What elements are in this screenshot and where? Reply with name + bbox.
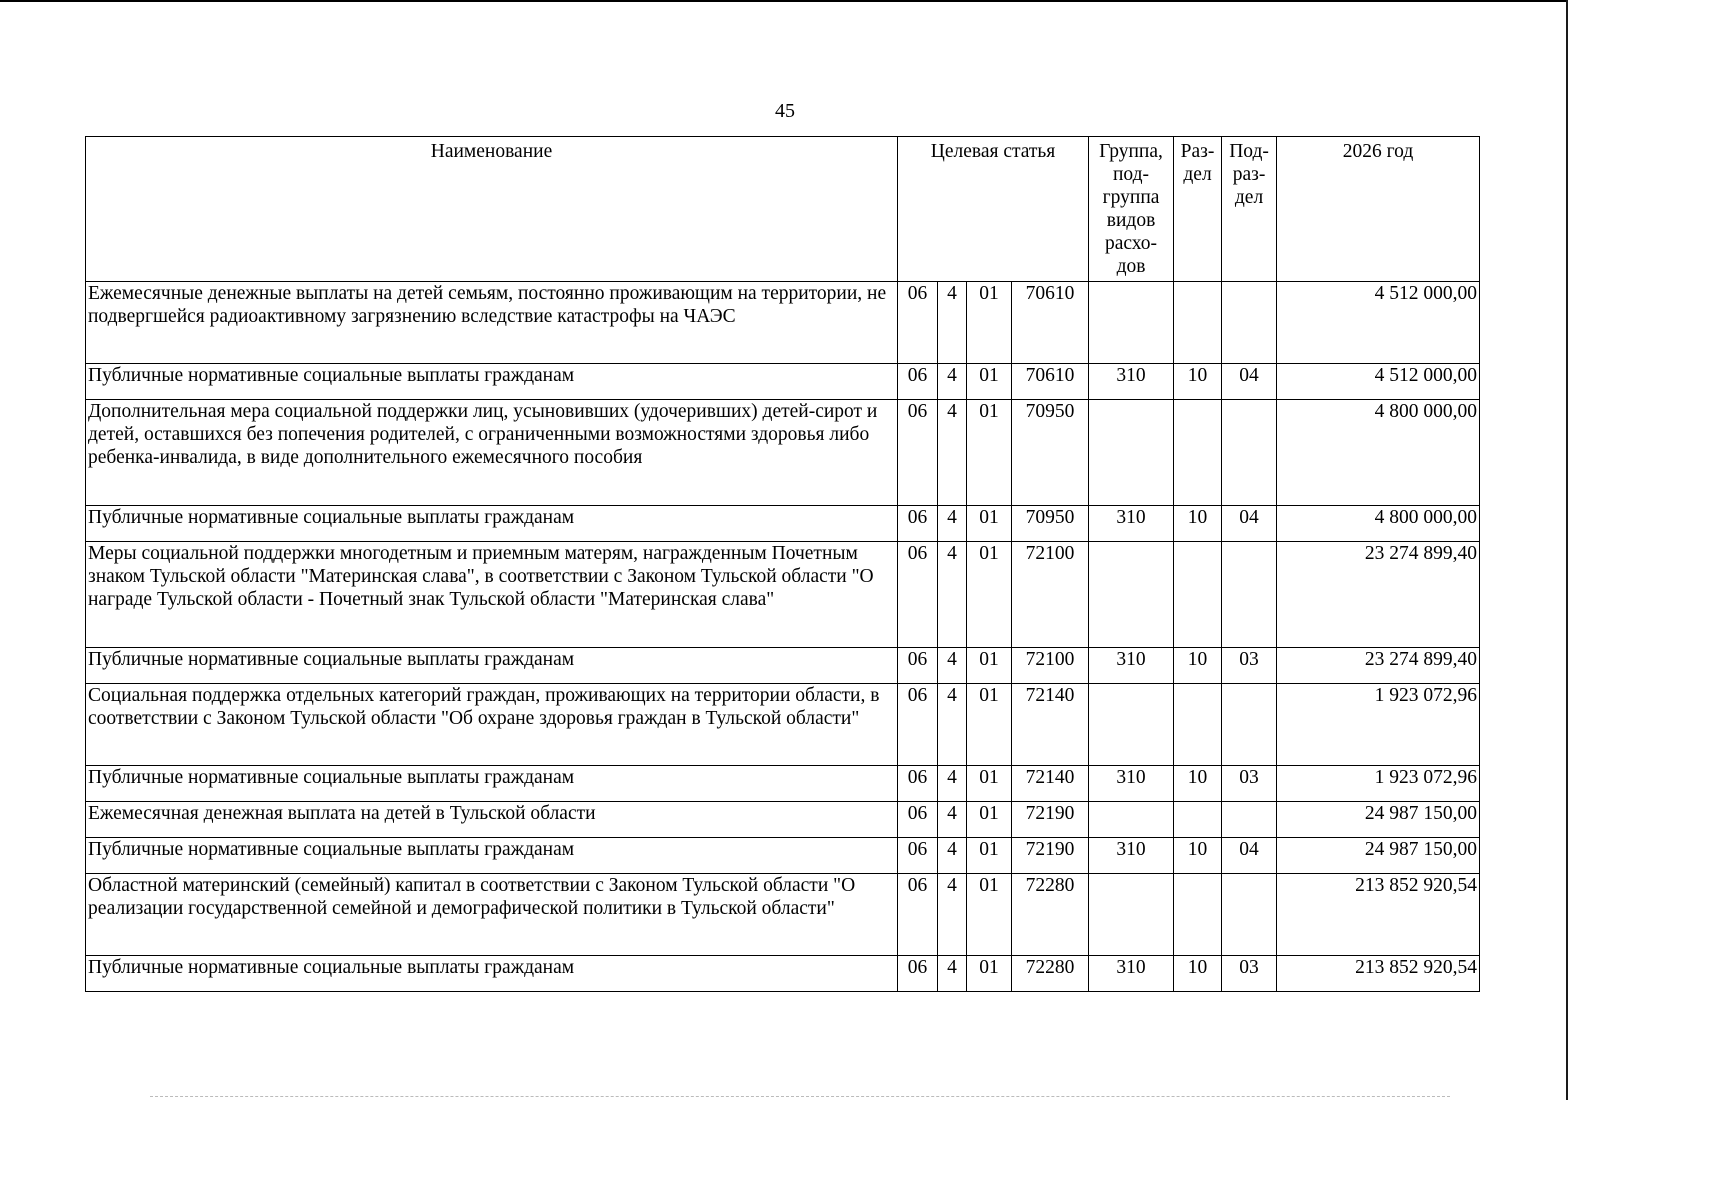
row-expense-group xyxy=(1089,802,1174,838)
row-direction-code: 72280 xyxy=(1012,956,1089,992)
row-section: 10 xyxy=(1174,506,1222,542)
row-subprogram-code: 4 xyxy=(938,684,967,766)
row-expense-group: 310 xyxy=(1089,838,1174,874)
row-name: Публичные нормативные социальные выплаты гражданам xyxy=(86,838,898,874)
row-program-code: 06 xyxy=(898,684,938,766)
table-row xyxy=(86,282,1480,364)
row-direction-code: 70950 xyxy=(1012,506,1089,542)
table-row xyxy=(86,542,1480,648)
row-event-code: 01 xyxy=(967,648,1012,684)
row-expense-group: 310 xyxy=(1089,648,1174,684)
row-name: Ежемесячные денежные выплаты на детей семьям, постоянно проживающим на территории, не подвергшейся радиоактивному загрязнению вследствие катастрофы на ЧАЭС xyxy=(86,282,898,364)
row-event-code: 01 xyxy=(967,874,1012,956)
row-program-code: 06 xyxy=(898,874,938,956)
row-program-code: 06 xyxy=(898,766,938,802)
page-number: 45 xyxy=(775,100,795,122)
row-expense-group xyxy=(1089,542,1174,648)
page-top-edge xyxy=(0,0,1568,2)
table-header-row xyxy=(86,137,1480,282)
row-name: Публичные нормативные социальные выплаты гражданам xyxy=(86,766,898,802)
row-subsection xyxy=(1222,282,1277,364)
row-direction-code: 70610 xyxy=(1012,364,1089,400)
row-expense-group: 310 xyxy=(1089,766,1174,802)
row-event-code: 01 xyxy=(967,838,1012,874)
row-subsection xyxy=(1222,400,1277,506)
row-direction-code: 72190 xyxy=(1012,802,1089,838)
row-subsection: 03 xyxy=(1222,766,1277,802)
row-subprogram-code: 4 xyxy=(938,956,967,992)
row-direction-code: 72100 xyxy=(1012,542,1089,648)
header-target-article: Целевая статья xyxy=(898,137,1089,282)
row-expense-group: 310 xyxy=(1089,506,1174,542)
row-direction-code: 72190 xyxy=(1012,838,1089,874)
row-subprogram-code: 4 xyxy=(938,400,967,506)
row-subprogram-code: 4 xyxy=(938,802,967,838)
row-amount: 4 512 000,00 xyxy=(1277,364,1480,400)
row-amount: 213 852 920,54 xyxy=(1277,874,1480,956)
row-expense-group xyxy=(1089,282,1174,364)
row-name: Дополнительная мера социальной поддержки лиц, усыновивших (удочеривших) детей-сирот и детей, оставшихся без попечения родителей, с ограниченными возможностями здоровья либо ребенка-инвалида, в виде дополнительного ежемесячного пособия xyxy=(86,400,898,506)
row-name: Областной материнский (семейный) капитал в соответствии с Законом Тульской области "О реализации государственной семейной и демографической политики в Тульской области" xyxy=(86,874,898,956)
header-section: Раз- дел xyxy=(1174,137,1222,282)
row-subsection: 04 xyxy=(1222,364,1277,400)
row-section xyxy=(1174,282,1222,364)
row-direction-code: 72280 xyxy=(1012,874,1089,956)
row-event-code: 01 xyxy=(967,542,1012,648)
row-direction-code: 72140 xyxy=(1012,684,1089,766)
row-event-code: 01 xyxy=(967,364,1012,400)
row-subprogram-code: 4 xyxy=(938,542,967,648)
row-section: 10 xyxy=(1174,766,1222,802)
row-subprogram-code: 4 xyxy=(938,364,967,400)
row-subprogram-code: 4 xyxy=(938,838,967,874)
header-year: 2026 год xyxy=(1277,137,1480,282)
row-subsection xyxy=(1222,874,1277,956)
budget-table xyxy=(85,136,1480,992)
row-subprogram-code: 4 xyxy=(938,874,967,956)
row-expense-group: 310 xyxy=(1089,364,1174,400)
row-section xyxy=(1174,874,1222,956)
row-program-code: 06 xyxy=(898,282,938,364)
table-row xyxy=(86,838,1480,874)
row-direction-code: 70950 xyxy=(1012,400,1089,506)
row-section: 10 xyxy=(1174,838,1222,874)
row-name: Социальная поддержка отдельных категорий граждан, проживающих на территории области, в соответствии с Законом Тульской области "Об охране здоровья граждан в Тульской области" xyxy=(86,684,898,766)
row-program-code: 06 xyxy=(898,400,938,506)
row-amount: 23 274 899,40 xyxy=(1277,648,1480,684)
row-subsection xyxy=(1222,684,1277,766)
row-subprogram-code: 4 xyxy=(938,282,967,364)
row-section: 10 xyxy=(1174,956,1222,992)
table-row xyxy=(86,506,1480,542)
row-subprogram-code: 4 xyxy=(938,648,967,684)
row-amount: 4 512 000,00 xyxy=(1277,282,1480,364)
row-name: Публичные нормативные социальные выплаты гражданам xyxy=(86,364,898,400)
row-subsection: 04 xyxy=(1222,506,1277,542)
row-name: Публичные нормативные социальные выплаты гражданам xyxy=(86,648,898,684)
row-expense-group: 310 xyxy=(1089,956,1174,992)
header-name: Наименование xyxy=(86,137,898,282)
row-program-code: 06 xyxy=(898,956,938,992)
row-event-code: 01 xyxy=(967,684,1012,766)
row-name: Публичные нормативные социальные выплаты гражданам xyxy=(86,956,898,992)
row-event-code: 01 xyxy=(967,956,1012,992)
row-section: 10 xyxy=(1174,364,1222,400)
row-section xyxy=(1174,802,1222,838)
row-name: Публичные нормативные социальные выплаты гражданам xyxy=(86,506,898,542)
row-expense-group xyxy=(1089,400,1174,506)
row-amount: 1 923 072,96 xyxy=(1277,684,1480,766)
row-subsection: 04 xyxy=(1222,838,1277,874)
row-event-code: 01 xyxy=(967,282,1012,364)
row-direction-code: 72140 xyxy=(1012,766,1089,802)
row-section xyxy=(1174,684,1222,766)
row-direction-code: 70610 xyxy=(1012,282,1089,364)
row-direction-code: 72100 xyxy=(1012,648,1089,684)
row-subsection: 03 xyxy=(1222,648,1277,684)
page-right-edge xyxy=(1566,0,1568,1100)
row-amount: 1 923 072,96 xyxy=(1277,766,1480,802)
row-amount: 24 987 150,00 xyxy=(1277,802,1480,838)
row-event-code: 01 xyxy=(967,766,1012,802)
row-amount: 213 852 920,54 xyxy=(1277,956,1480,992)
row-program-code: 06 xyxy=(898,506,938,542)
header-subsection: Под- раз- дел xyxy=(1222,137,1277,282)
row-subprogram-code: 4 xyxy=(938,506,967,542)
row-expense-group xyxy=(1089,684,1174,766)
row-program-code: 06 xyxy=(898,364,938,400)
table-row xyxy=(86,400,1480,506)
row-program-code: 06 xyxy=(898,802,938,838)
scan-edge-marks xyxy=(150,1096,1450,1098)
row-section: 10 xyxy=(1174,648,1222,684)
row-amount: 24 987 150,00 xyxy=(1277,838,1480,874)
row-program-code: 06 xyxy=(898,648,938,684)
row-name: Ежемесячная денежная выплата на детей в Тульской области xyxy=(86,802,898,838)
row-event-code: 01 xyxy=(967,400,1012,506)
table-row xyxy=(86,364,1480,400)
row-subprogram-code: 4 xyxy=(938,766,967,802)
row-amount: 4 800 000,00 xyxy=(1277,506,1480,542)
table-row xyxy=(86,684,1480,766)
row-name: Меры социальной поддержки многодетным и приемным матерям, награжденным Почетным знаком Тульской области "Материнская слава", в соответствии с Законом Тульской области "О награде Тульской области - Почетный знак Тульской области "Материнская слава" xyxy=(86,542,898,648)
table-row xyxy=(86,874,1480,956)
row-section xyxy=(1174,400,1222,506)
table-row xyxy=(86,648,1480,684)
row-section xyxy=(1174,542,1222,648)
row-program-code: 06 xyxy=(898,838,938,874)
row-expense-group xyxy=(1089,874,1174,956)
row-event-code: 01 xyxy=(967,506,1012,542)
row-subsection: 03 xyxy=(1222,956,1277,992)
row-subsection xyxy=(1222,542,1277,648)
header-expense-group: Группа, под- группа видов расхо- дов xyxy=(1089,137,1174,282)
row-event-code: 01 xyxy=(967,802,1012,838)
row-subsection xyxy=(1222,802,1277,838)
table-row xyxy=(86,956,1480,992)
row-amount: 23 274 899,40 xyxy=(1277,542,1480,648)
row-amount: 4 800 000,00 xyxy=(1277,400,1480,506)
table-row xyxy=(86,766,1480,802)
table-row xyxy=(86,802,1480,838)
row-program-code: 06 xyxy=(898,542,938,648)
